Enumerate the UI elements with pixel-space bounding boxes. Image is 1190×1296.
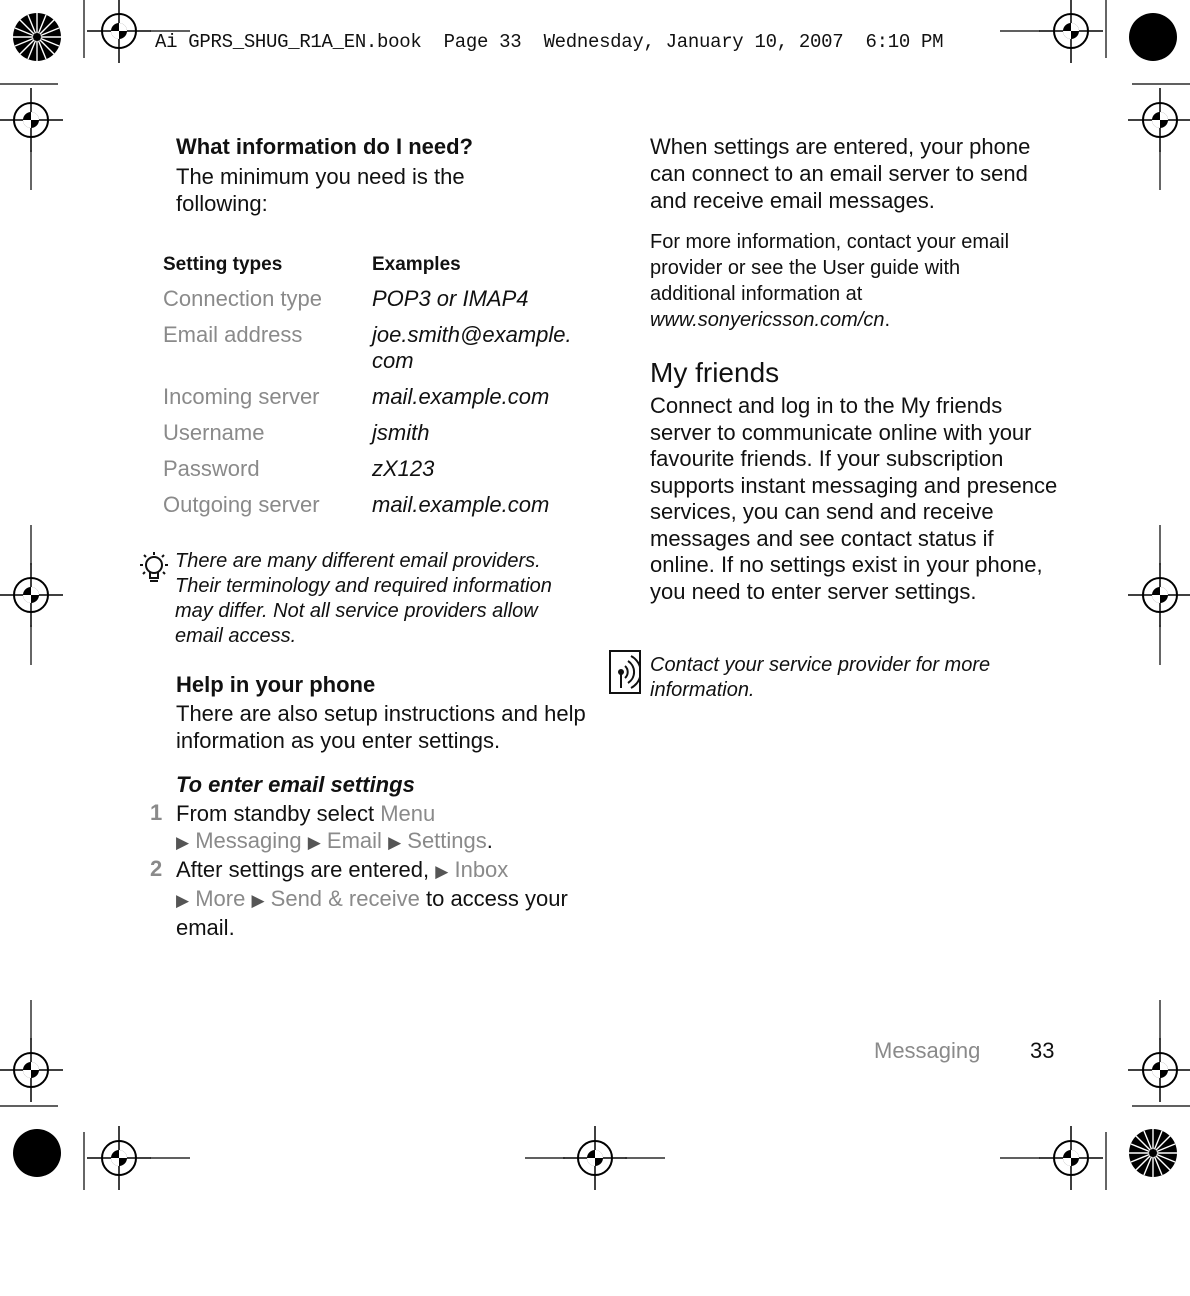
registration-mark-bottom-center <box>563 1126 627 1190</box>
print-slug-line: Ai GPRS_SHUG_R1A_EN.book Page 33 Wednesday, January 10, 2007 6:10 PM <box>155 31 944 53</box>
col-examples: Examples <box>372 254 461 275</box>
setting-example: mail.example.com <box>372 492 550 517</box>
my-friends-heading: My friends <box>650 357 780 388</box>
registration-mark-left-upper <box>0 88 63 152</box>
registration-mark-top-left <box>87 0 151 63</box>
website-link: www.sonyericsson.com/cn <box>650 309 885 331</box>
table-row <box>163 384 582 420</box>
setting-type: Username <box>163 420 265 445</box>
registration-mark-left-middle <box>0 563 63 627</box>
arrow-right-icon: ▶ <box>307 833 321 852</box>
menu-path-item: Messaging <box>195 828 302 853</box>
registration-mark-right-lower <box>1128 1038 1190 1102</box>
setting-example: POP3 or IMAP4 <box>372 286 529 311</box>
step-text: From standby select <box>176 801 375 826</box>
solid-mark-bottom-left <box>13 1129 61 1177</box>
settings-table <box>163 252 582 528</box>
arrow-right-icon: ▶ <box>176 891 190 910</box>
step-end: . <box>486 828 493 853</box>
tip-text: There are many different email providers. Their terminology and required information may differ. Not all service providers allow email access. <box>175 550 552 647</box>
step-text: After settings are entered, <box>176 857 430 882</box>
settings-result-text: When settings are entered, your phone can connect to an email server to send and receive email messages. <box>650 134 1031 213</box>
registration-mark-bottom-left <box>87 1126 151 1190</box>
registration-mark-bottom-right <box>1039 1126 1103 1190</box>
setting-type: Connection type <box>163 286 322 311</box>
help-text: There are also setup instructions and help information as you enter settings. <box>176 701 586 753</box>
arrow-right-icon: ▶ <box>176 833 190 852</box>
setting-example: jsmith <box>372 420 430 445</box>
solid-mark-top-right <box>1129 13 1177 61</box>
setting-type: Email address <box>163 322 303 347</box>
col-setting-types: Setting types <box>163 254 283 275</box>
step-number: 2 <box>150 856 163 881</box>
page-number: 33 <box>1030 1038 1055 1063</box>
registration-mark-right-middle <box>1128 563 1190 627</box>
arrow-right-icon: ▶ <box>435 862 449 881</box>
setting-type: Incoming server <box>163 384 320 409</box>
more-info-text <box>650 229 1050 333</box>
my-friends-text: Connect and log in to the My friends server to communicate online with your favourite friends. If your subscription supports instant messaging and presence services, you can send and receive messages and see contact status if online. If no settings exist in your phone, you need to enter server settings. <box>650 393 1058 604</box>
registration-mark-top-right <box>1039 0 1103 63</box>
info-heading: What information do I need? <box>176 134 473 159</box>
table-row <box>163 492 582 528</box>
table-header-row <box>163 252 582 286</box>
registration-mark-right-upper <box>1128 88 1190 152</box>
setting-example: joe.smith@example.com <box>372 322 572 373</box>
info-text: The minimum you need is the following: <box>176 164 465 216</box>
step-2 <box>176 856 596 941</box>
setting-type: Password <box>163 456 260 481</box>
step-number: 1 <box>150 800 163 825</box>
menu-path-item: Settings <box>407 828 487 853</box>
table-row <box>163 322 582 384</box>
menu-path-item: Send & receive <box>270 886 420 911</box>
procedure-heading: To enter email settings <box>176 772 415 797</box>
color-star-mark-bottom-right <box>1129 1129 1177 1177</box>
menu-path-item: Email <box>326 828 382 853</box>
table-row <box>163 456 582 492</box>
table-row <box>163 420 582 456</box>
more-info-body: For more information, contact your email provider or see the User guide with additional information at <box>650 231 1010 305</box>
menu-path-item: More <box>195 886 246 911</box>
table-row <box>163 286 582 322</box>
footer-section-name: Messaging <box>874 1038 981 1063</box>
lightbulb-tip-icon <box>136 550 172 586</box>
operator-note-text: Contact your service provider for more information. <box>650 654 991 701</box>
setting-example: mail.example.com <box>372 384 550 409</box>
step-1 <box>176 800 596 856</box>
menu-path-item: Inbox <box>454 857 509 882</box>
more-info-end: . <box>884 309 891 331</box>
arrow-right-icon: ▶ <box>251 891 265 910</box>
color-star-mark-top-left <box>13 13 61 61</box>
menu-path-item: Menu <box>380 801 436 826</box>
operator-signal-icon <box>609 650 641 694</box>
help-heading: Help in your phone <box>176 672 376 697</box>
registration-mark-left-lower <box>0 1038 63 1102</box>
setting-example: zX123 <box>372 456 435 481</box>
arrow-right-icon: ▶ <box>388 833 402 852</box>
step-text: to access your email. <box>176 886 568 940</box>
setting-type: Outgoing server <box>163 492 320 517</box>
